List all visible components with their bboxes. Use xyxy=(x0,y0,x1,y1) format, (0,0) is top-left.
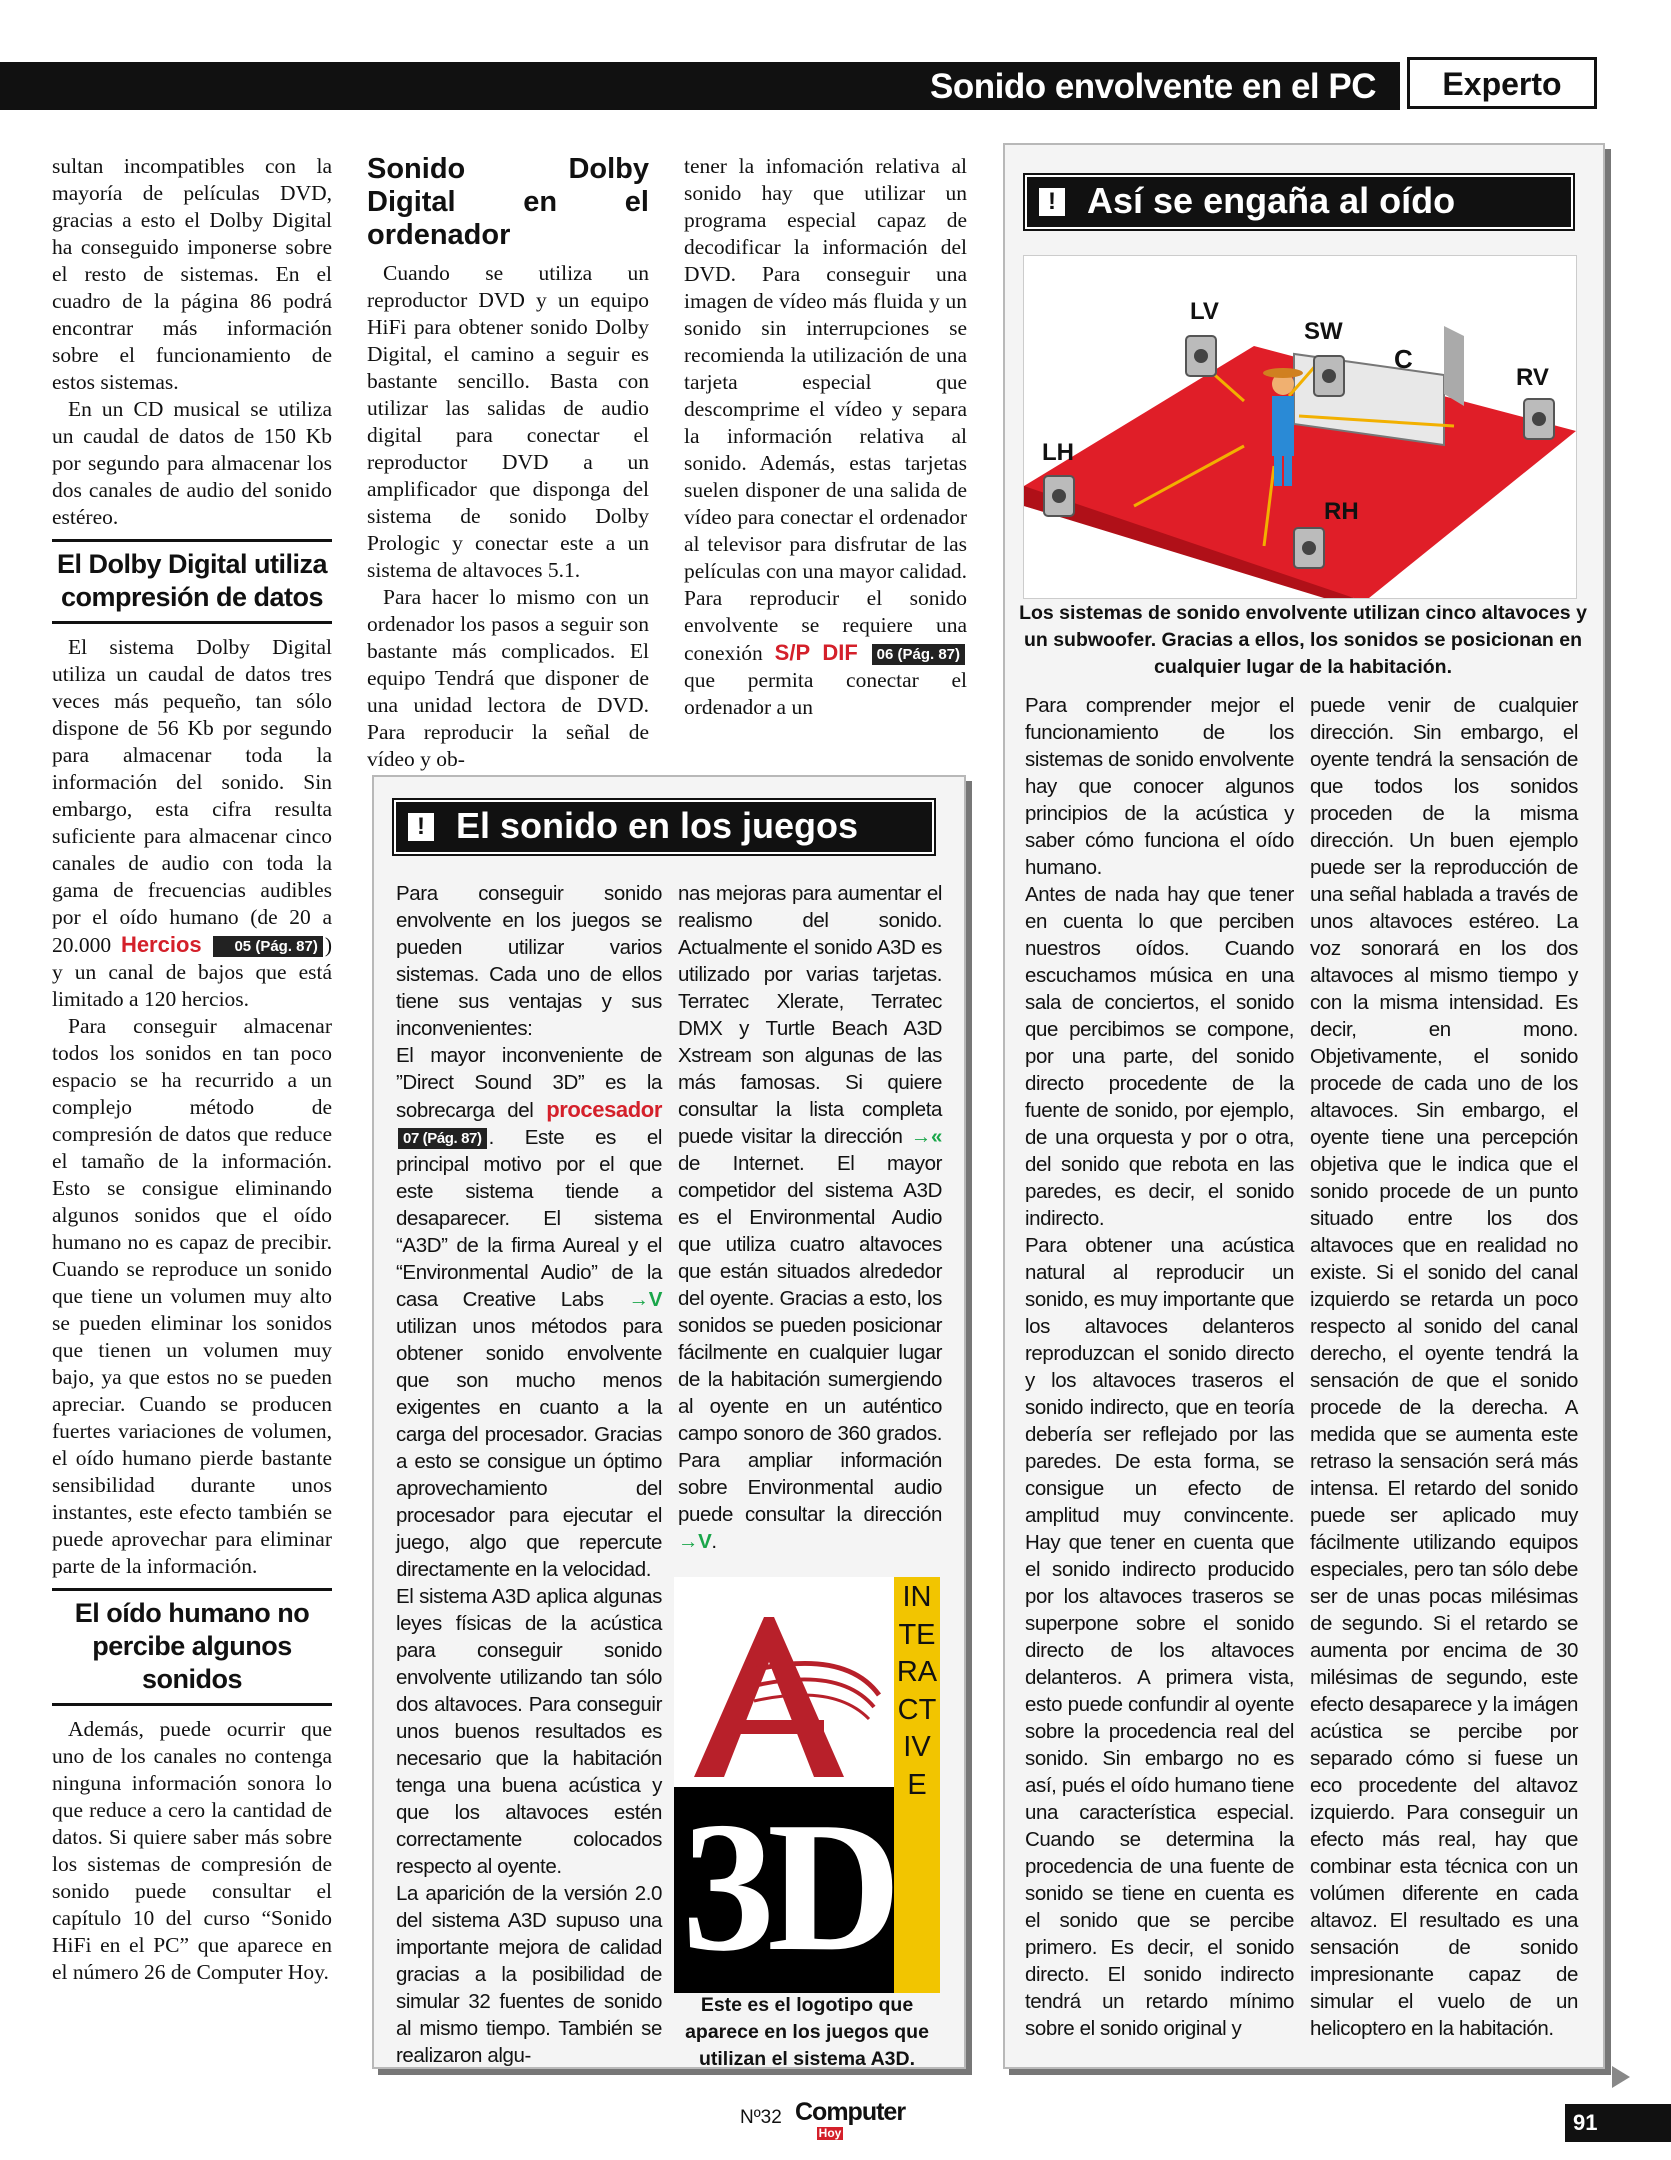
web-link-icon[interactable]: →« xyxy=(910,1125,942,1148)
paragraph: Cuando se utiliza un reproductor DVD y un equipo HiFi para obtener sonido Dolby Digital, el camino a seguir es bastante sencillo. Basta con utilizar las salidas de audio digital para conectar el reproductor DVD a un amplificador que disponga del sistema de sonido Dolby Prologic y conectar este a un sistema de altavoces 5.1. xyxy=(367,261,649,582)
speaker-label-lh: LH xyxy=(1042,439,1074,466)
glossary-link[interactable]: S/P DIF xyxy=(774,640,858,665)
paragraph: tener la infomación relativa al sonido hay que utilizar un programa especial capaz de decodificar la información del DVD. Para conseguir una imagen de vídeo más fluida y un sonido sin interrupciones se recomienda la utilización de una tarjeta especial que descomprime el vídeo y separa la información relativa al sonido. Además, estas tarjetas suelen disponer de una salida de vídeo para conectar el ordenador al televisor para disfrutar de las películas con una mayor calidad. Para reproducir el sonido envolvente se requiere una conexión S/P DIF 06 (Pág. 87) que permita conectar el ordenador a un xyxy=(684,154,967,719)
subheading: El oído humano no percibe algunos sonidos xyxy=(52,1588,332,1706)
box-title: ! El sonido en los juegos xyxy=(394,800,934,854)
box-column-left: Para comprender mejor el funcionamiento de los sistemas de sonido envolvente hay que conocer algunos principios de la acústica y saber cómo funciona el oído humano. Antes de nada hay que tener en cuenta lo que perciben nuestros oídos. Cuando escuchamos música en una sala de conciertos, el sonido que percibimos se compone, por una parte, del sonido directo procedente de la fuente de sonido, por ejemplo, de una orquesta y por o otra, del sonido que rebota en las paredes, es decir, el sonido indirecto. Para obtener una acústica natural al reproducir un sonido, es muy importante que los altavoces delanteros reproduzcan el sonido directo y los altavoces traseros el sonido indirecto, que en teoría debería ser reflejado por las paredes. De esta forma, se consigue un efecto de amplitud muy convincente. Hay que tener en cuenta que el sonido indirecto producido por los altavoces traseros se superpone sobre el sonido directo de los altavoces delanteros. A primera vista, esto puede confundir al oyente sobre la procedencia real del sonido. Sin embargo no es así, pués el oído humano tiene una característica especial. Cuando se determina la procedencia de una fuente de sonido se tiene en cuenta es el sonido que se percibe primero. Es decir, el sonido directo. El sonido indirecto tendrá un retardo mínimo sobre el sonido original y xyxy=(1025,694,1294,2040)
logo-3d-text: 3D xyxy=(682,1784,894,1990)
exclamation-icon: ! xyxy=(1039,188,1065,216)
continue-arrow-icon xyxy=(1612,2066,1630,2088)
issue-number: Nº32 xyxy=(740,2107,782,2128)
box-column-right: puede venir de cualquier dirección. Sin embargo, el oyente tendrá la sensación de que todos los sonidos proceden de la misma dirección. Un buen ejemplo puede ser la reproducción de una señal hablada a través de unos altavoces estéreo. La voz sonorará en los dos altavoces al mismo tiempo y con la misma intensidad. Es decir, en mono. Objetivamente, el sonido procede de cada uno de los altavoces. Sin embargo, el oyente tiene una percepción objetiva que le indica que el sonido procede de un punto situado entre los dos altavoces que en realidad no existe. Si el sonido del canal izquierdo se retarda un poco respecto al sonido del canal derecho, el oyente tendrá la sensación de que el sonido procede de la derecha. A medida que se aumenta este retraso la sensación será más intensa. El retardo del sonido puede ser aplicado muy fácilmente utilizando equipos especiales, pero tan sólo debe ser de unas pocas milésimas de segundo. Si el retardo se aumenta por encima de 30 milésimas de segundo, este efecto desaparece y la imágen acústica se percibe por separado cómo si fuese un eco procedente del altavoz izquierdo. Para conseguir un efecto más real, hay que combinar esta técnica con un volúmen diferente en cada altavoz. El resultado es una sensación de sonido impresionante capaz de simular el vuelo de un helicoptero en la habitación. xyxy=(1310,694,1578,2040)
paragraph: Además, puede ocurrir que uno de los canales no contenga ninguna información sonora lo que reduce a cero la cantidad de datos. Si quiere saber más sobre los sistemas de compresión de sonido puede consultar el capítulo 10 del curso “Sonido HiFi en el PC” que aparece en el número 26 de Computer Hoy. xyxy=(52,1717,332,1984)
page-ref-tag: 05 (Pág. 87) xyxy=(213,936,322,957)
column-1 xyxy=(52,153,332,1986)
page-ref-tag: 06 (Pág. 87) xyxy=(872,644,965,665)
header-title: Sonido envolvente en el PC xyxy=(930,67,1376,106)
column-2 xyxy=(367,153,649,773)
illustration-caption: Los sistemas de sonido envolvente utilizan cinco altavoces y un subwoofer. Gracias a ellos, los sonidos se posicionan en cualquier lugar de la habitación. xyxy=(1019,602,1587,678)
glossary-link[interactable]: Hercios xyxy=(120,932,202,957)
box-column-right: nas mejoras para aumentar el realismo del sonido. Actualmente el sonido A3D es utilizado por varias tarjetas. Terratec Xlerate, Terratec DMX y Turtle Beach A3D Xstream son algunas de las más famosas. Si quiere consultar la lista completa puede visitar la dirección →« de Internet. El mayor competidor del sistema A3D es el Environmental Audio que utiliza cuatro altavoces que están situados alrededor del oyente. Gracias a esto, los sonidos se pueden posicionar fácilmente en cualquier lugar de la habitación sumergiendo al oyente en un auténtico campo sonoro de 360 grados. Para ampliar información sobre Environmental audio puede consultar la dirección →V. xyxy=(678,882,942,1553)
logo-caption: Este es el logotipo que aparece en los juegos que utilizan el sistema A3D. xyxy=(685,1994,929,2070)
speaker-label-sw: SW xyxy=(1304,318,1343,345)
speaker-label-rv: RV xyxy=(1516,364,1549,391)
exclamation-icon: ! xyxy=(408,813,434,841)
speaker-label-rh: RH xyxy=(1324,498,1359,525)
subheading: El Dolby Digital utiliza compresión de datos xyxy=(52,539,332,624)
sidebar-box-games xyxy=(372,775,966,2069)
paragraph: Para hacer lo mismo con un ordenador los pasos a seguir son bastante más complicados. El equipo Tendrá que disponer de una unidad lectora de DVD. Para reproducir la señal de vídeo y ob- xyxy=(367,585,649,771)
glossary-link[interactable]: procesador xyxy=(546,1097,663,1122)
section-heading: Sonido Dolby Digital en el ordenador xyxy=(367,153,649,251)
box-title: ! Así se engaña al oído xyxy=(1025,175,1573,229)
page-ref-tag: 07 (Pág. 87) xyxy=(398,1128,487,1149)
paragraph: El sistema Dolby Digital utiliza un caudal de datos tres veces más pequeño, tan sólo dispone de 56 Kb por segundo para almacenar toda la información del sonido. Sin embargo, esta cifra resulta suficiente para almacenar cinco canales de audio con toda la gama de frecuencias audibles por el oído humano (de 20 a 20.000 Hercios 05 (Pág. 87) ) y un canal de bajos que está limitado a 120 hercios. xyxy=(52,635,333,1011)
room-floor-graphic xyxy=(1024,256,1576,598)
speaker-label-c: C xyxy=(1394,344,1413,374)
a3d-logo xyxy=(674,1577,940,1993)
logo-vertical-text: INTERACTIVE xyxy=(896,1581,938,1801)
speaker-label-lv: LV xyxy=(1190,298,1219,325)
paragraph: En un CD musical se utiliza un caudal de datos de 150 Kb por segundo para almacenar los dos canales de audio del sonido estéreo. xyxy=(52,397,332,529)
web-link-icon[interactable]: →V xyxy=(628,1288,662,1311)
box-column-left: Para conseguir sonido envolvente en los juegos se pueden utilizar varios sistemas. Cada uno de ellos tiene sus ventajas y sus inconvenientes: El mayor inconveniente de ”Direct Sound 3D” es la sobrecarga del procesador 07 (Pág. 87) . Este es el principal motivo por el que este sistema tiende a desaparecer. El sistema “A3D” de la firma Aureal y el “Environmental Audio” de la casa Creative Labs →V utilizan unos métodos para obtener sonido envolvente que son mucho menos exigentes en cuanto a la carga del procesador. Gracias a esto se consigue un óptimo aprovechamiento del procesador para ejecutar el juego, algo que repercute directamente en la velocidad. El sistema A3D aplica algunas leyes físicas de la acústica para conseguir sonido envolvente utilizando tan sólo dos altavoces. Para conseguir unos buenos resultados es necesario que la habitación tenga una buena acústica y que los altavoces estén correctamente colocados respecto al oyente. La aparición de la versión 2.0 del sistema A3D supuso una importante mejora de calidad gracias a la posibilidad de simular 32 fuentes de sonido al mismo tiempo. También se realizaron algu- xyxy=(396,882,663,2067)
section-label: Experto xyxy=(1407,57,1597,109)
sidebar-box-ear xyxy=(1003,143,1605,2069)
paragraph: sultan incompatibles con la mayoría de películas DVD, gracias a esto el Dolby Digital ha conseguido imponerse sobre el resto de sistemas. En el cuadro de la página 86 podrá encontrar más información sobre el funcionamiento de estos sistemas. xyxy=(52,154,332,394)
column-3 xyxy=(684,153,967,721)
magazine-logo: Computer Hoy xyxy=(795,2098,906,2140)
paragraph: Para conseguir almacenar todos los sonidos en tan poco espacio se ha recurrido a un complejo método de compresión de datos que reduce el tamaño de la información. Esto se consigue eliminando algunos sonidos que el oído humano no es capaz de precibir. Cuando se reproduce un sonido que tiene un volumen muy alto se pueden eliminar los sonidos que tienen un volumen muy bajo, ya que estos no se pueden apreciar. Cuando se producen fuertes variaciones de volumen, el oído humano pierde bastante sensibilidad durante unos instantes, este efecto también se puede aprovechar para eliminar parte de la información. xyxy=(52,1014,332,1578)
page-number: 91 xyxy=(1565,2104,1671,2142)
speaker-illustration xyxy=(1023,255,1577,599)
web-link-icon[interactable]: →V xyxy=(678,1530,712,1553)
